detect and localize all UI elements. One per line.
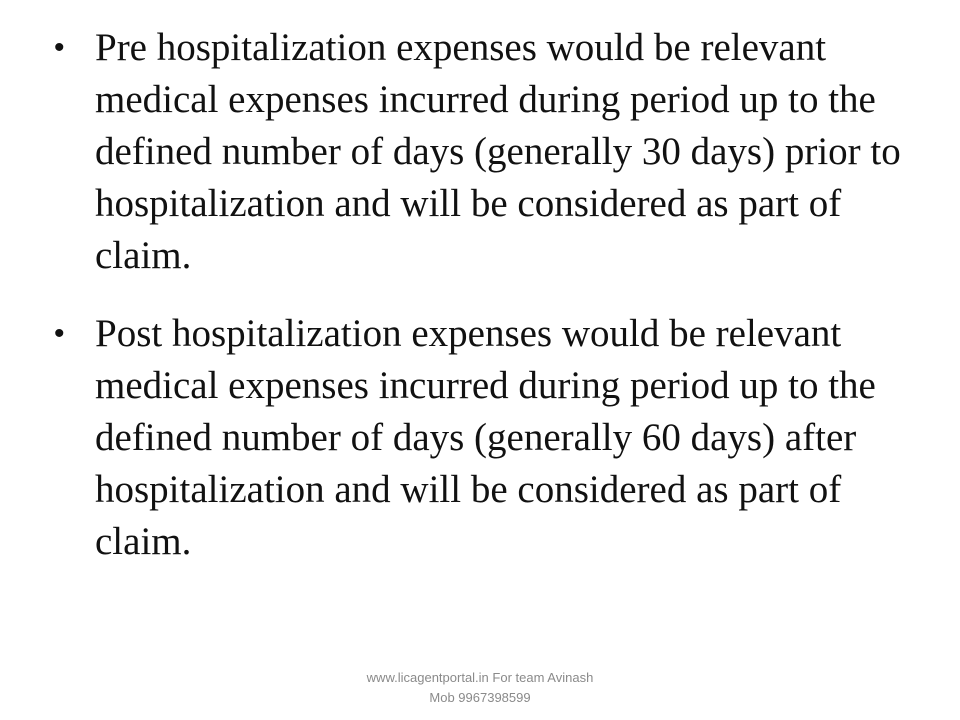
footer-website-text: www.licagentportal.in For team Avinash	[366, 670, 594, 685]
bullet-icon: •	[54, 31, 65, 64]
bullet-list	[50, 22, 930, 594]
bullet-item-pre-hospitalization	[50, 22, 930, 282]
bullet-item-post-hospitalization	[50, 308, 930, 568]
bullet-icon: •	[54, 317, 65, 350]
footer-phone-text: Mob 9967398599	[429, 690, 531, 705]
footer-watermark	[330, 668, 630, 708]
bullet-text: Pre hospitalization expenses would be relevant medical expenses incurred during period up to the defined number of days (generally 30 days) prior to hospitalization and will be considered as part of claim.	[95, 26, 901, 277]
bullet-text: Post hospitalization expenses would be relevant medical expenses incurred during period up to the defined number of days (generally 60 days) after hospitalization and will be considered as part of claim.	[95, 312, 876, 563]
